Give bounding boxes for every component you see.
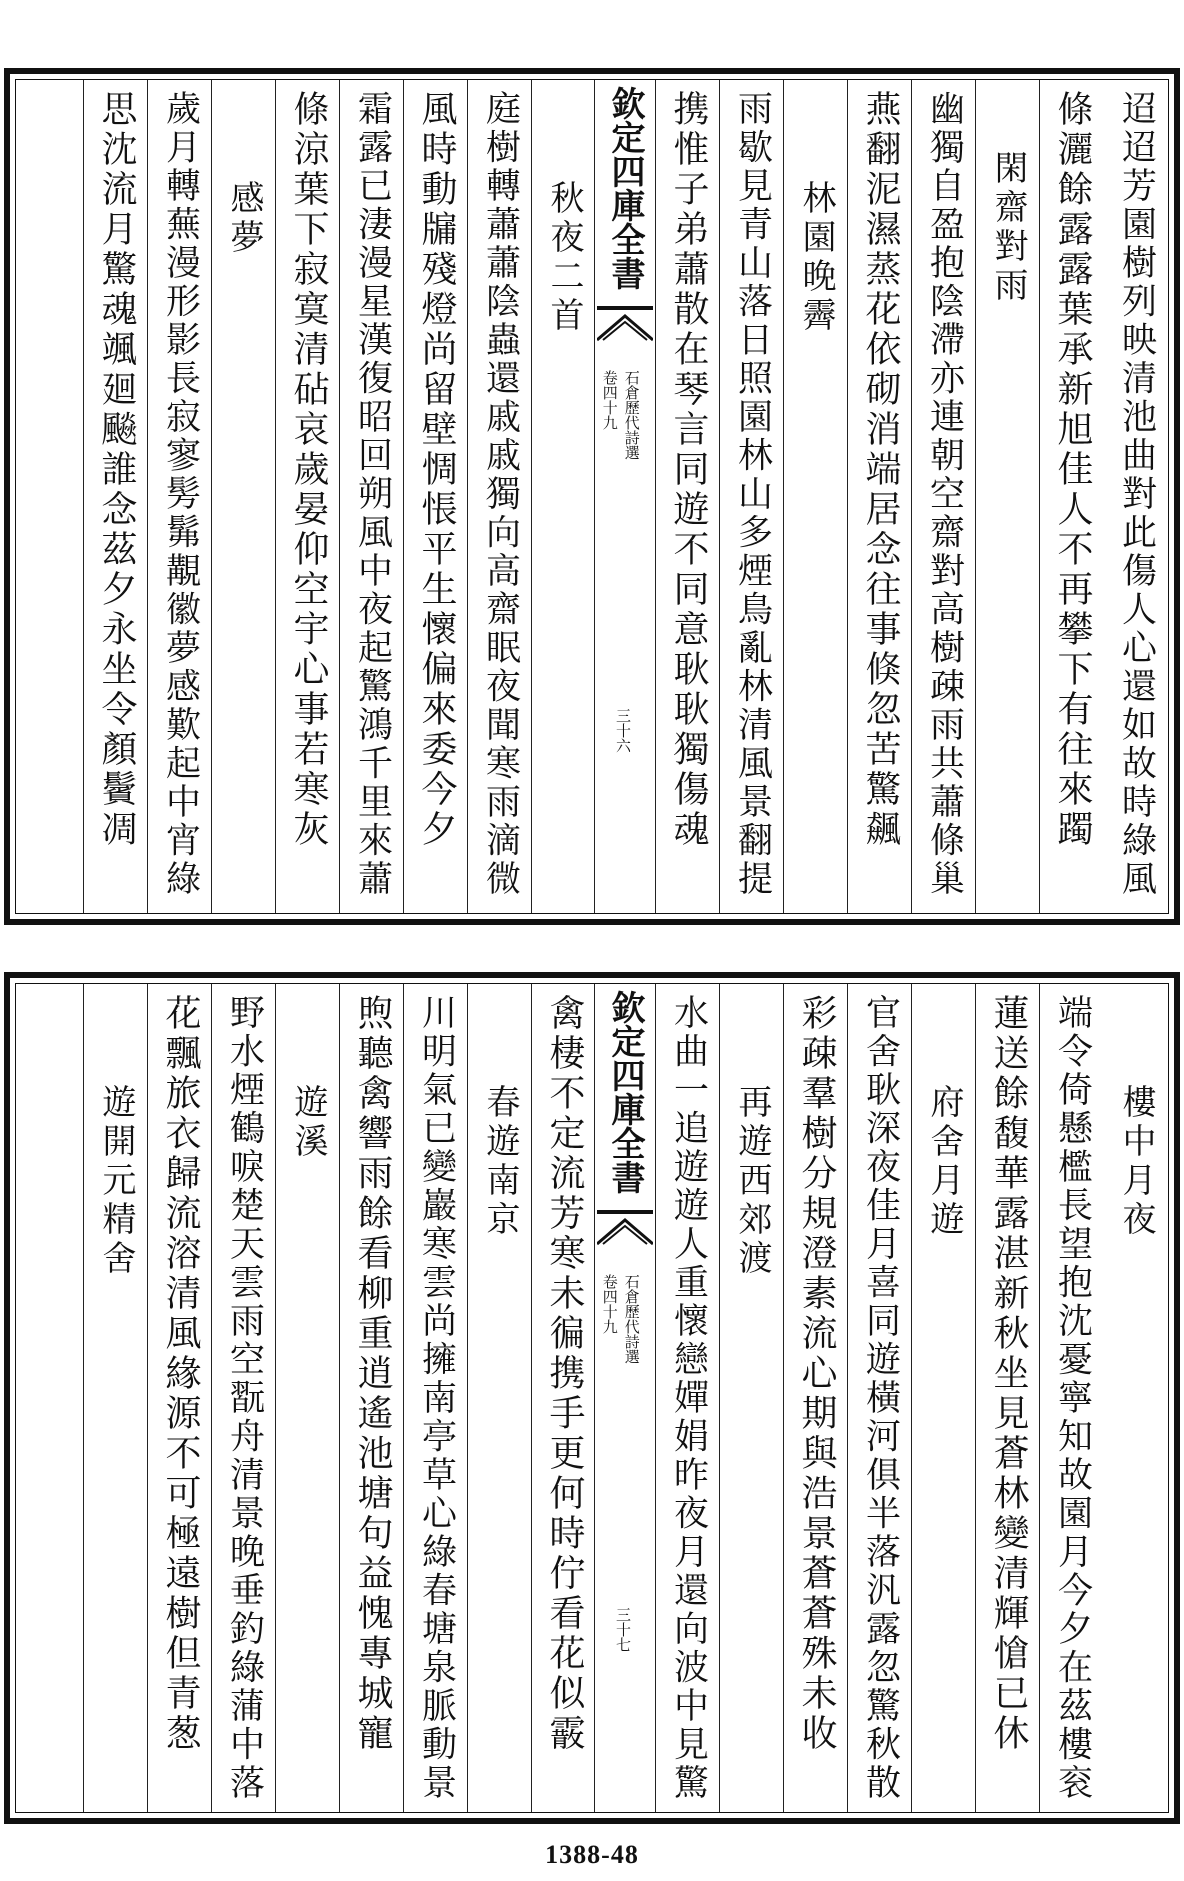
text-column: [211, 80, 276, 913]
poem-title: 遊溪: [288, 1084, 328, 1162]
text-column: [975, 80, 1040, 913]
poem-title: 林園晚霽: [796, 180, 836, 336]
poem-title: 感夢: [224, 180, 264, 258]
text-column: [655, 80, 720, 913]
text-column: [1039, 80, 1104, 913]
fish-tail-mark: [597, 1210, 653, 1250]
poem-title: 再遊西郊渡: [732, 1084, 772, 1279]
volume-number: 卷四十九: [600, 1274, 619, 1334]
collection-title: 石倉歷代詩選: [622, 1274, 641, 1364]
banner-title: 欽定四庫全書: [605, 990, 645, 1194]
poem-title: 遊開元精舍: [96, 1084, 136, 1279]
text-column: [147, 984, 212, 1812]
text-column: [339, 80, 404, 913]
text-column: [975, 984, 1040, 1812]
verse-line: 煦聽禽響雨餘看柳重逍遙池塘句益愧專城寵: [352, 994, 393, 1754]
text-column: [339, 984, 404, 1812]
verse-line: 彩疎羣樹分規澄素流心期與浩景蒼蒼殊未收: [796, 994, 837, 1754]
verse-line: 野水煙鶴唳楚天雲雨空翫舟清景晚垂釣綠蒲中落: [224, 994, 265, 1803]
text-column: [467, 984, 532, 1812]
text-column: [275, 80, 340, 913]
text-column: [911, 80, 976, 913]
text-column: [847, 80, 912, 913]
verse-line: 携惟子弟蕭散在琴言同遊不同意耿耿獨傷魂: [668, 90, 709, 850]
text-column: [1104, 80, 1168, 913]
text-column: [719, 984, 784, 1812]
verse-line: 官舍耿深夜佳月喜同遊橫河俱半落汎露忽驚秋散: [860, 994, 901, 1803]
text-column: [1104, 984, 1168, 1812]
text-column: [403, 984, 468, 1812]
poem-title: 樓中月夜: [1116, 1084, 1156, 1240]
verse-line: 禽棲不定流芳寒未徧携手更何時佇看花似霰: [544, 994, 585, 1754]
poem-title: 閑齋對雨: [988, 150, 1028, 306]
text-column: [403, 80, 468, 913]
verse-line: 庭樹轉蕭蕭陰蟲還戚戚獨向高齋眠夜聞寒雨滴微: [480, 90, 521, 899]
text-column: [83, 984, 148, 1812]
text-column: [467, 80, 532, 913]
page-number: 三十七: [614, 1607, 632, 1652]
poem-title: 春遊南京: [480, 1084, 520, 1240]
text-column: [83, 80, 148, 913]
fish-tail-mark: [597, 306, 653, 346]
verse-line: 雨歇見青山落日照園林山多煙鳥亂林清風景翻提: [732, 90, 773, 899]
text-column: [847, 984, 912, 1812]
volume-number: 卷四十九: [600, 370, 619, 430]
top-page-frame: [15, 79, 1169, 914]
poem-title: 秋夜二首: [544, 180, 584, 336]
bottom-page: [4, 972, 1180, 1824]
text-column: [783, 80, 848, 913]
verse-line: 條灑餘露露葉承新旭佳人不再攀下有往來躅: [1052, 90, 1093, 850]
verse-line: 歲月轉蕪漫形影長寂寥髣髴覯徽夢感歎起中宵綠: [160, 90, 201, 899]
verse-line: 端令倚懸檻長望抱沈憂寧知故園月今夕在茲樓衮: [1052, 994, 1093, 1803]
text-column: [275, 984, 340, 1812]
verse-line: 風時動牖殘燈尚留壁惆悵平生懷偏來委今夕: [416, 90, 457, 850]
page-number: 三十六: [614, 708, 632, 753]
text-column: [531, 984, 596, 1812]
page-reference: 1388-48: [545, 1840, 639, 1869]
verse-line: 水曲一追遊遊人重懷戀嬋娟昨夜月還向波中見驚: [668, 994, 709, 1803]
text-column: [719, 80, 784, 913]
verse-line: 迢迢芳園樹列映清池曲對此傷人心還如故時綠風: [1116, 90, 1157, 899]
poem-title: 府舍月遊: [924, 1084, 964, 1240]
verse-line: 花飄旅衣歸流溶清風緣源不可極遠樹但青葱: [160, 994, 201, 1754]
verse-line: 川明氣已變巖寒雲尚擁南亭草心綠春塘泉脈動景: [416, 994, 457, 1803]
text-column: [531, 80, 596, 913]
verse-line: 幽獨自盈抱陰滯亦連朝空齋對高樹疎雨共蕭條巢: [924, 90, 965, 899]
center-banner: [594, 984, 656, 1812]
verse-line: 燕翻泥濕蒸花依砌消端居念往事倏忽苦驚飆: [860, 90, 901, 850]
banner-title: 欽定四庫全書: [605, 86, 645, 290]
verse-line: 條涼葉下寂寞清砧哀歲晏仰空宇心事若寒灰: [288, 90, 329, 850]
verse-line: 思沈流月驚魂颯廻飈誰念茲夕永坐令顏鬢凋: [96, 90, 137, 850]
top-page: [4, 68, 1180, 925]
text-column: [783, 984, 848, 1812]
text-column: [211, 984, 276, 1812]
text-column: [1039, 984, 1104, 1812]
verse-line: 蓮送餘馥華露湛新秋坐見蒼林變清輝愴已休: [988, 994, 1029, 1754]
text-column: [911, 984, 976, 1812]
verse-line: 霜露已淒漫星漢復昭回朔風中夜起驚鴻千里來蕭: [352, 90, 393, 899]
collection-title: 石倉歷代詩選: [622, 370, 641, 460]
center-banner: [594, 80, 656, 913]
text-column: [147, 80, 212, 913]
bottom-page-frame: [15, 983, 1169, 1813]
text-column: [655, 984, 720, 1812]
